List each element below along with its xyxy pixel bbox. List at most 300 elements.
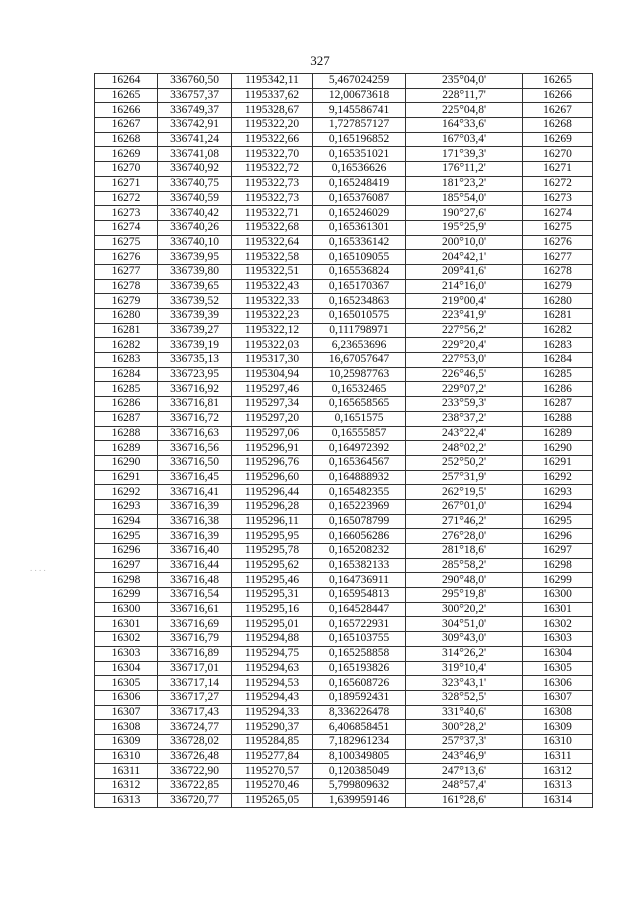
point-id-cell: 16295 — [95, 529, 158, 544]
next-point-id-cell: 16266 — [523, 88, 593, 103]
bearing-cell: 238°37,2' — [406, 411, 523, 426]
bearing-cell: 233°59,3' — [406, 397, 523, 412]
next-point-id-cell: 16268 — [523, 118, 593, 133]
x-coordinate-cell: 336716,40 — [158, 544, 232, 559]
point-id-cell: 16265 — [95, 88, 158, 103]
distance-cell: 6,23653696 — [313, 338, 406, 353]
y-coordinate-cell: 1195322,70 — [232, 147, 313, 162]
distance-cell: 0,165010575 — [313, 309, 406, 324]
bearing-cell: 262°19,5' — [406, 485, 523, 500]
table-row — [95, 676, 593, 691]
point-id-cell: 16308 — [95, 720, 158, 735]
x-coordinate-cell: 336740,75 — [158, 176, 232, 191]
y-coordinate-cell: 1195337,62 — [232, 88, 313, 103]
next-point-id-cell: 16312 — [523, 764, 593, 779]
y-coordinate-cell: 1195295,01 — [232, 617, 313, 632]
table-row — [95, 88, 593, 103]
bearing-cell: 228°11,7' — [406, 88, 523, 103]
distance-cell: 0,165954813 — [313, 588, 406, 603]
next-point-id-cell: 16295 — [523, 514, 593, 529]
bearing-cell: 223°41,9' — [406, 309, 523, 324]
y-coordinate-cell: 1195270,46 — [232, 779, 313, 794]
x-coordinate-cell: 336757,37 — [158, 88, 232, 103]
y-coordinate-cell: 1195295,62 — [232, 558, 313, 573]
distance-cell: 12,00673618 — [313, 88, 406, 103]
y-coordinate-cell: 1195270,57 — [232, 764, 313, 779]
distance-cell: 0,164528447 — [313, 602, 406, 617]
next-point-id-cell: 16284 — [523, 353, 593, 368]
distance-cell: 10,25987763 — [313, 367, 406, 382]
x-coordinate-cell: 336716,44 — [158, 558, 232, 573]
distance-cell: 0,165223969 — [313, 499, 406, 514]
x-coordinate-cell: 336760,50 — [158, 74, 232, 89]
distance-cell: 0,165193826 — [313, 661, 406, 676]
table-row — [95, 793, 593, 808]
next-point-id-cell: 16275 — [523, 220, 593, 235]
table-row — [95, 367, 593, 382]
y-coordinate-cell: 1195294,63 — [232, 661, 313, 676]
y-coordinate-cell: 1195322,43 — [232, 279, 313, 294]
next-point-id-cell: 16304 — [523, 646, 593, 661]
y-coordinate-cell: 1195322,20 — [232, 118, 313, 133]
point-id-cell: 16292 — [95, 485, 158, 500]
next-point-id-cell: 16281 — [523, 309, 593, 324]
distance-cell: 0,165361301 — [313, 220, 406, 235]
bearing-cell: 226°46,5' — [406, 367, 523, 382]
point-id-cell: 16310 — [95, 749, 158, 764]
table-row — [95, 382, 593, 397]
x-coordinate-cell: 336717,14 — [158, 676, 232, 691]
table-row — [95, 397, 593, 412]
next-point-id-cell: 16302 — [523, 617, 593, 632]
next-point-id-cell: 16286 — [523, 382, 593, 397]
y-coordinate-cell: 1195297,46 — [232, 382, 313, 397]
point-id-cell: 16313 — [95, 793, 158, 808]
y-coordinate-cell: 1195322,68 — [232, 220, 313, 235]
bearing-cell: 304°51,0' — [406, 617, 523, 632]
table-row — [95, 309, 593, 324]
point-id-cell: 16311 — [95, 764, 158, 779]
distance-cell: 0,165536824 — [313, 264, 406, 279]
point-id-cell: 16269 — [95, 147, 158, 162]
next-point-id-cell: 16285 — [523, 367, 593, 382]
bearing-cell: 227°56,2' — [406, 323, 523, 338]
table-row — [95, 441, 593, 456]
table-row — [95, 485, 593, 500]
y-coordinate-cell: 1195296,11 — [232, 514, 313, 529]
x-coordinate-cell: 336728,02 — [158, 734, 232, 749]
table-row — [95, 602, 593, 617]
table-row — [95, 426, 593, 441]
point-id-cell: 16274 — [95, 220, 158, 235]
bearing-cell: 164°33,6' — [406, 118, 523, 133]
x-coordinate-cell: 336749,37 — [158, 103, 232, 118]
distance-cell: 0,165351021 — [313, 147, 406, 162]
table-row — [95, 279, 593, 294]
next-point-id-cell: 16269 — [523, 132, 593, 147]
x-coordinate-cell: 336722,90 — [158, 764, 232, 779]
bearing-cell: 295°19,8' — [406, 588, 523, 603]
point-id-cell: 16299 — [95, 588, 158, 603]
bearing-cell: 247°13,6' — [406, 764, 523, 779]
next-point-id-cell: 16283 — [523, 338, 593, 353]
table-row — [95, 661, 593, 676]
y-coordinate-cell: 1195322,03 — [232, 338, 313, 353]
table-row — [95, 734, 593, 749]
point-id-cell: 16300 — [95, 602, 158, 617]
distance-cell: 8,336226478 — [313, 705, 406, 720]
distance-cell: 0,164972392 — [313, 441, 406, 456]
next-point-id-cell: 16305 — [523, 661, 593, 676]
table-row — [95, 749, 593, 764]
distance-cell: 0,165109055 — [313, 250, 406, 265]
next-point-id-cell: 16310 — [523, 734, 593, 749]
y-coordinate-cell: 1195317,30 — [232, 353, 313, 368]
x-coordinate-cell: 336716,79 — [158, 632, 232, 647]
distance-cell: 0,165608726 — [313, 676, 406, 691]
table-row — [95, 470, 593, 485]
next-point-id-cell: 16303 — [523, 632, 593, 647]
bearing-cell: 323°43,1' — [406, 676, 523, 691]
next-point-id-cell: 16293 — [523, 485, 593, 500]
table-row — [95, 264, 593, 279]
point-id-cell: 16307 — [95, 705, 158, 720]
next-point-id-cell: 16270 — [523, 147, 593, 162]
x-coordinate-cell: 336740,26 — [158, 220, 232, 235]
point-id-cell: 16280 — [95, 309, 158, 324]
x-coordinate-cell: 336717,27 — [158, 690, 232, 705]
bearing-cell: 204°42,1' — [406, 250, 523, 265]
y-coordinate-cell: 1195295,16 — [232, 602, 313, 617]
bearing-cell: 267°01,0' — [406, 499, 523, 514]
point-id-cell: 16272 — [95, 191, 158, 206]
point-id-cell: 16273 — [95, 206, 158, 221]
y-coordinate-cell: 1195294,43 — [232, 690, 313, 705]
distance-cell: 0,166056286 — [313, 529, 406, 544]
y-coordinate-cell: 1195322,64 — [232, 235, 313, 250]
next-point-id-cell: 16309 — [523, 720, 593, 735]
table-row — [95, 617, 593, 632]
point-id-cell: 16266 — [95, 103, 158, 118]
table-row — [95, 176, 593, 191]
table-row — [95, 646, 593, 661]
bearing-cell: 227°53,0' — [406, 353, 523, 368]
distance-cell: 0,16532465 — [313, 382, 406, 397]
distance-cell: 0,16536626 — [313, 162, 406, 177]
next-point-id-cell: 16311 — [523, 749, 593, 764]
point-id-cell: 16306 — [95, 690, 158, 705]
next-point-id-cell: 16274 — [523, 206, 593, 221]
next-point-id-cell: 16290 — [523, 441, 593, 456]
bearing-cell: 276°28,0' — [406, 529, 523, 544]
point-id-cell: 16294 — [95, 514, 158, 529]
y-coordinate-cell: 1195294,33 — [232, 705, 313, 720]
next-point-id-cell: 16276 — [523, 235, 593, 250]
table-row — [95, 103, 593, 118]
point-id-cell: 16302 — [95, 632, 158, 647]
bearing-cell: 309°43,0' — [406, 632, 523, 647]
y-coordinate-cell: 1195290,37 — [232, 720, 313, 735]
table-row — [95, 632, 593, 647]
x-coordinate-cell: 336717,01 — [158, 661, 232, 676]
bearing-cell: 243°22,4' — [406, 426, 523, 441]
point-id-cell: 16298 — [95, 573, 158, 588]
point-id-cell: 16277 — [95, 264, 158, 279]
point-id-cell: 16285 — [95, 382, 158, 397]
table-row — [95, 720, 593, 735]
distance-cell: 0,165208232 — [313, 544, 406, 559]
table-row — [95, 690, 593, 705]
bearing-cell: 248°02,2' — [406, 441, 523, 456]
distance-cell: 0,165103755 — [313, 632, 406, 647]
point-id-cell: 16312 — [95, 779, 158, 794]
y-coordinate-cell: 1195294,75 — [232, 646, 313, 661]
y-coordinate-cell: 1195296,28 — [232, 499, 313, 514]
y-coordinate-cell: 1195322,66 — [232, 132, 313, 147]
table-row — [95, 558, 593, 573]
distance-cell: 16,67057647 — [313, 353, 406, 368]
y-coordinate-cell: 1195295,95 — [232, 529, 313, 544]
x-coordinate-cell: 336741,08 — [158, 147, 232, 162]
point-id-cell: 16303 — [95, 646, 158, 661]
distance-cell: 0,111798971 — [313, 323, 406, 338]
table-row — [95, 544, 593, 559]
distance-cell: 0,165078799 — [313, 514, 406, 529]
y-coordinate-cell: 1195322,73 — [232, 191, 313, 206]
x-coordinate-cell: 336716,63 — [158, 426, 232, 441]
next-point-id-cell: 16313 — [523, 779, 593, 794]
x-coordinate-cell: 336716,89 — [158, 646, 232, 661]
next-point-id-cell: 16308 — [523, 705, 593, 720]
next-point-id-cell: 16289 — [523, 426, 593, 441]
bearing-cell: 252°50,2' — [406, 455, 523, 470]
next-point-id-cell: 16277 — [523, 250, 593, 265]
next-point-id-cell: 16294 — [523, 499, 593, 514]
table-row — [95, 588, 593, 603]
x-coordinate-cell: 336739,39 — [158, 309, 232, 324]
bearing-cell: 271°46,2' — [406, 514, 523, 529]
bearing-cell: 257°37,3' — [406, 734, 523, 749]
y-coordinate-cell: 1195342,11 — [232, 74, 313, 89]
x-coordinate-cell: 336739,52 — [158, 294, 232, 309]
point-id-cell: 16279 — [95, 294, 158, 309]
point-id-cell: 16287 — [95, 411, 158, 426]
distance-cell: 0,165196852 — [313, 132, 406, 147]
table-row — [95, 294, 593, 309]
x-coordinate-cell: 336716,69 — [158, 617, 232, 632]
table-row — [95, 220, 593, 235]
distance-cell: 0,165248419 — [313, 176, 406, 191]
next-point-id-cell: 16288 — [523, 411, 593, 426]
next-point-id-cell: 16296 — [523, 529, 593, 544]
y-coordinate-cell: 1195295,31 — [232, 588, 313, 603]
y-coordinate-cell: 1195322,58 — [232, 250, 313, 265]
next-point-id-cell: 16280 — [523, 294, 593, 309]
x-coordinate-cell: 336741,24 — [158, 132, 232, 147]
y-coordinate-cell: 1195322,33 — [232, 294, 313, 309]
point-id-cell: 16293 — [95, 499, 158, 514]
bearing-cell: 225°04,8' — [406, 103, 523, 118]
bearing-cell: 235°04,0' — [406, 74, 523, 89]
x-coordinate-cell: 336716,54 — [158, 588, 232, 603]
next-point-id-cell: 16287 — [523, 397, 593, 412]
x-coordinate-cell: 336740,42 — [158, 206, 232, 221]
table-row — [95, 147, 593, 162]
table-row — [95, 411, 593, 426]
next-point-id-cell: 16299 — [523, 573, 593, 588]
table-row — [95, 118, 593, 133]
distance-cell: 0,189592431 — [313, 690, 406, 705]
page-number: 327 — [310, 53, 330, 68]
next-point-id-cell: 16279 — [523, 279, 593, 294]
bearing-cell: 181°23,2' — [406, 176, 523, 191]
y-coordinate-cell: 1195322,71 — [232, 206, 313, 221]
table-row — [95, 514, 593, 529]
y-coordinate-cell: 1195296,44 — [232, 485, 313, 500]
y-coordinate-cell: 1195295,78 — [232, 544, 313, 559]
x-coordinate-cell: 336716,50 — [158, 455, 232, 470]
distance-cell: 0,165658565 — [313, 397, 406, 412]
bearing-cell: 214°16,0' — [406, 279, 523, 294]
y-coordinate-cell: 1195304,94 — [232, 367, 313, 382]
x-coordinate-cell: 336739,80 — [158, 264, 232, 279]
x-coordinate-cell: 336740,10 — [158, 235, 232, 250]
y-coordinate-cell: 1195322,51 — [232, 264, 313, 279]
point-id-cell: 16264 — [95, 74, 158, 89]
distance-cell: 0,165258858 — [313, 646, 406, 661]
x-coordinate-cell: 336740,59 — [158, 191, 232, 206]
x-coordinate-cell: 336723,95 — [158, 367, 232, 382]
table-row — [95, 206, 593, 221]
next-point-id-cell: 16300 — [523, 588, 593, 603]
bearing-cell: 176°11,2' — [406, 162, 523, 177]
table-row — [95, 705, 593, 720]
bearing-cell: 281°18,6' — [406, 544, 523, 559]
table-row — [95, 499, 593, 514]
x-coordinate-cell: 336726,48 — [158, 749, 232, 764]
table-row — [95, 779, 593, 794]
table-row — [95, 529, 593, 544]
bearing-cell: 229°07,2' — [406, 382, 523, 397]
x-coordinate-cell: 336739,95 — [158, 250, 232, 265]
next-point-id-cell: 16282 — [523, 323, 593, 338]
next-point-id-cell: 16273 — [523, 191, 593, 206]
distance-cell: 0,120385049 — [313, 764, 406, 779]
next-point-id-cell: 16265 — [523, 74, 593, 89]
bearing-cell: 209°41,6' — [406, 264, 523, 279]
point-id-cell: 16297 — [95, 558, 158, 573]
next-point-id-cell: 16297 — [523, 544, 593, 559]
point-id-cell: 16296 — [95, 544, 158, 559]
x-coordinate-cell: 336716,38 — [158, 514, 232, 529]
point-id-cell: 16268 — [95, 132, 158, 147]
point-id-cell: 16291 — [95, 470, 158, 485]
point-id-cell: 16282 — [95, 338, 158, 353]
y-coordinate-cell: 1195322,12 — [232, 323, 313, 338]
margin-mark: . . . . — [30, 563, 46, 573]
x-coordinate-cell: 336739,19 — [158, 338, 232, 353]
point-id-cell: 16276 — [95, 250, 158, 265]
bearing-cell: 171°39,3' — [406, 147, 523, 162]
table-row — [95, 338, 593, 353]
bearing-cell: 331°40,6' — [406, 705, 523, 720]
y-coordinate-cell: 1195294,53 — [232, 676, 313, 691]
y-coordinate-cell: 1195265,05 — [232, 793, 313, 808]
table-row — [95, 191, 593, 206]
distance-cell: 0,165246029 — [313, 206, 406, 221]
x-coordinate-cell: 336735,13 — [158, 353, 232, 368]
table-row — [95, 132, 593, 147]
y-coordinate-cell: 1195296,60 — [232, 470, 313, 485]
x-coordinate-cell: 336716,39 — [158, 529, 232, 544]
distance-cell: 1,639959146 — [313, 793, 406, 808]
point-id-cell: 16270 — [95, 162, 158, 177]
distance-cell: 9,145586741 — [313, 103, 406, 118]
x-coordinate-cell: 336716,45 — [158, 470, 232, 485]
table-row — [95, 455, 593, 470]
table-row — [95, 353, 593, 368]
y-coordinate-cell: 1195297,34 — [232, 397, 313, 412]
bearing-cell: 319°10,4' — [406, 661, 523, 676]
x-coordinate-cell: 336720,77 — [158, 793, 232, 808]
next-point-id-cell: 16307 — [523, 690, 593, 705]
next-point-id-cell: 16278 — [523, 264, 593, 279]
distance-cell: 7,182961234 — [313, 734, 406, 749]
point-id-cell: 16267 — [95, 118, 158, 133]
bearing-cell: 185°54,0' — [406, 191, 523, 206]
y-coordinate-cell: 1195322,72 — [232, 162, 313, 177]
distance-cell: 0,16555857 — [313, 426, 406, 441]
y-coordinate-cell: 1195297,06 — [232, 426, 313, 441]
point-id-cell: 16284 — [95, 367, 158, 382]
x-coordinate-cell: 336740,92 — [158, 162, 232, 177]
distance-cell: 8,100349805 — [313, 749, 406, 764]
table-body — [95, 74, 593, 808]
next-point-id-cell: 16306 — [523, 676, 593, 691]
point-id-cell: 16281 — [95, 323, 158, 338]
x-coordinate-cell: 336716,48 — [158, 573, 232, 588]
y-coordinate-cell: 1195284,85 — [232, 734, 313, 749]
distance-cell: 0,165336142 — [313, 235, 406, 250]
point-id-cell: 16283 — [95, 353, 158, 368]
distance-cell: 0,165170367 — [313, 279, 406, 294]
y-coordinate-cell: 1195294,88 — [232, 632, 313, 647]
x-coordinate-cell: 336722,85 — [158, 779, 232, 794]
y-coordinate-cell: 1195322,73 — [232, 176, 313, 191]
bearing-cell: 257°31,9' — [406, 470, 523, 485]
distance-cell: 0,165722931 — [313, 617, 406, 632]
distance-cell: 0,165376087 — [313, 191, 406, 206]
table-row — [95, 323, 593, 338]
x-coordinate-cell: 336742,91 — [158, 118, 232, 133]
y-coordinate-cell: 1195297,20 — [232, 411, 313, 426]
bearing-cell: 290°48,0' — [406, 573, 523, 588]
distance-cell: 0,165364567 — [313, 455, 406, 470]
y-coordinate-cell: 1195295,46 — [232, 573, 313, 588]
next-point-id-cell: 16298 — [523, 558, 593, 573]
bearing-cell: 195°25,9' — [406, 220, 523, 235]
x-coordinate-cell: 336739,27 — [158, 323, 232, 338]
x-coordinate-cell: 336739,65 — [158, 279, 232, 294]
next-point-id-cell: 16267 — [523, 103, 593, 118]
y-coordinate-cell: 1195296,76 — [232, 455, 313, 470]
table-row — [95, 162, 593, 177]
bearing-cell: 300°28,2' — [406, 720, 523, 735]
bearing-cell: 167°03,4' — [406, 132, 523, 147]
bearing-cell: 161°28,6' — [406, 793, 523, 808]
distance-cell: 6,406858451 — [313, 720, 406, 735]
x-coordinate-cell: 336716,41 — [158, 485, 232, 500]
